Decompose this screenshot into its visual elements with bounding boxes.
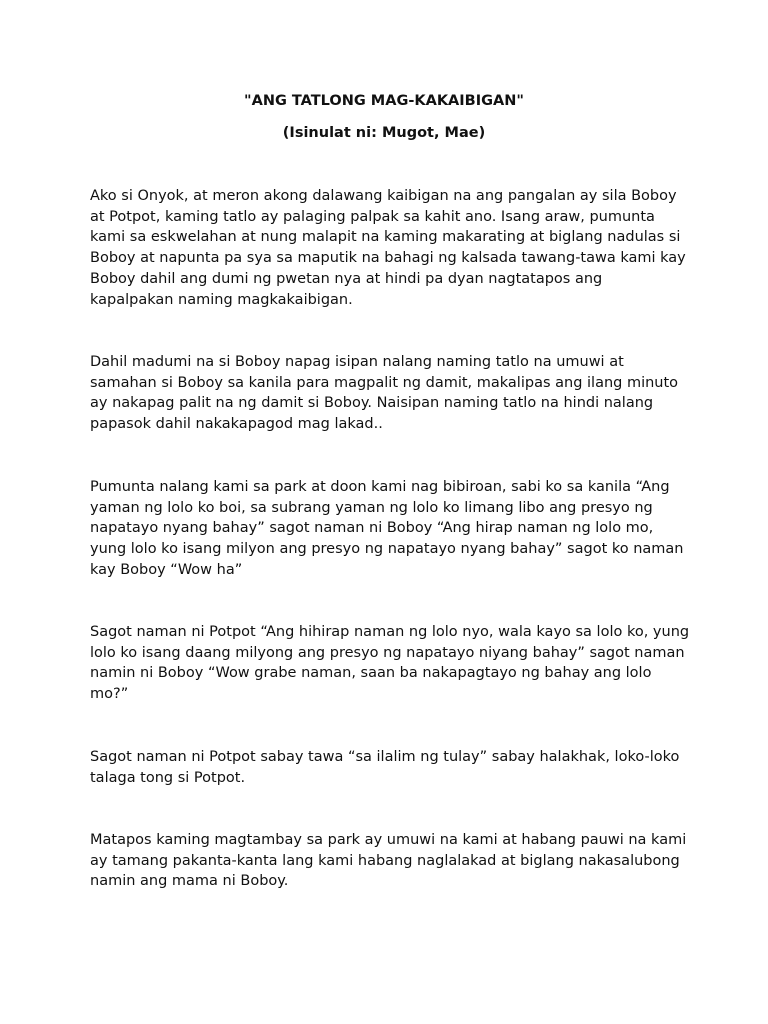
paragraph-6: Matapos kaming magtambay sa park ay umuwi na kami at habang pauwi na kami ay tamang pakanta-kanta lang kami habang naglalakad at biglang nakasalubong namin ang mama ni Boboy. xyxy=(90,832,687,890)
paragraph-1: Ako si Onyok, at meron akong dalawang kaibigan na ang pangalan ay sila Boboy at Potpot, kaming tatlo ay palaging palpak sa kahit ano. Isang araw, pumunta kami sa eskwelahan at nung malapit na kaming makarating at biglang nadulas si Boboy at napunta pa sya sa maputik na bahagi ng kalsada tawang-tawa kami kay Boboy dahil ang dumi ng pwetan nya at hindi pa dyan nagtatapos ang kapalpakan naming magkakaibigan. xyxy=(90,188,686,308)
document-title: "ANG TATLONG MAG-KAKAIBIGAN" xyxy=(244,93,524,109)
paragraph-3: Pumunta nalang kami sa park at doon kami nag bibiroan, sabi ko sa kanila “Ang yaman ng lolo ko boi, sa subrang yaman ng lolo ko limang libo ang presyo ng napatayo nyang bahay” sagot naman ni Boboy “Ang hirap naman ng lolo mo, yung lolo ko isang milyon ang presyo ng napatayo nyang bahay” sagot ko naman kay Boboy “Wow ha” xyxy=(90,479,684,578)
document-author: (Isinulat ni: Mugot, Mae) xyxy=(282,125,486,141)
paragraph-2: Dahil madumi na si Boboy napag isipan nalang naming tatlo na umuwi at samahan si Boboy sa kanila para magpalit ng damit, makalipas ang ilang minuto ay nakapag palit na ng damit si Boboy. Naisipan naming tatlo na hindi nalang papasok dahil nakakapagod mag lakad.. xyxy=(90,354,679,433)
paragraph-5: Sagot naman ni Potpot sabay tawa “sa ilalim ng tulay” sabay halakhak, loko-loko talaga tong si Potpot. xyxy=(90,749,680,786)
paragraph-4: Sagot naman ni Potpot “Ang hihirap naman ng lolo nyo, wala kayo sa lolo ko, yung lolo ko isang daang milyong ang presyo ng napatayo niyang bahay” sagot naman namin ni Boboy “Wow grabe naman, saan ba nakapagtayo ng bahay ang lolo mo?” xyxy=(90,624,690,703)
